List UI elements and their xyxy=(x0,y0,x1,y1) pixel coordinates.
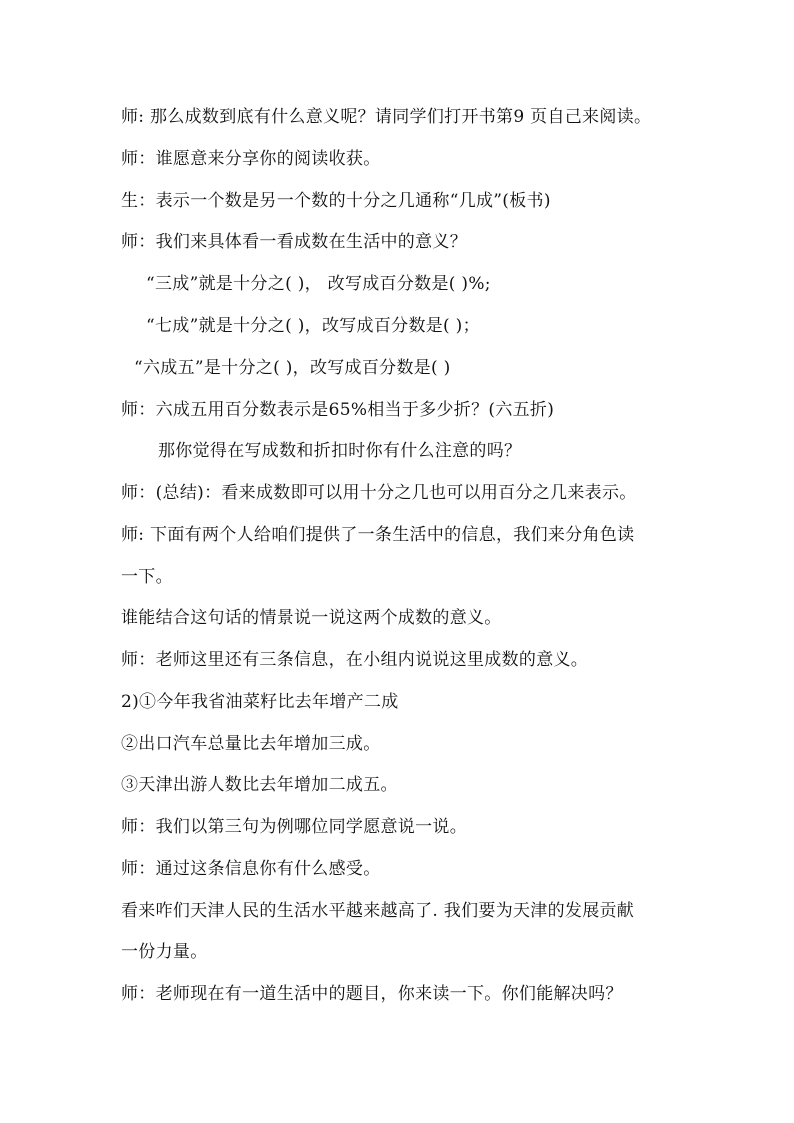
paragraph-line: 一下。 xyxy=(121,567,173,587)
paragraph-line: 师：(总结)：看来成数即可以用十分之几也可以用百分之几来表示。 xyxy=(121,483,637,503)
list-item: ③天津出游人数比去年增加二成五。 xyxy=(121,775,398,795)
paragraph-line: 师：六成五用百分数表示是65%相当于多少折？(六五折) xyxy=(121,400,555,420)
paragraph-line: 师：老师现在有一道生活中的题目，你来读一下。你们能解决吗？ xyxy=(121,984,623,1004)
paragraph-line: 生：表示一个数是另一个数的十分之几通称“几成”(板书) xyxy=(121,191,551,211)
paragraph-line: 谁能结合这句话的情景说一说这两个成数的意义。 xyxy=(121,608,502,628)
paragraph-line: 师：老师这里还有三条信息，在小组内说说这里成数的意义。 xyxy=(121,650,589,670)
list-item: 2)①今年我省油菜籽比去年增产二成 xyxy=(121,692,399,712)
fill-blank-line: “七成”就是十分之( )，改写成百分数是( )； xyxy=(146,316,480,336)
paragraph-line: 那你觉得在写成数和折扣时你有什么注意的吗？ xyxy=(158,441,522,461)
fill-blank-line: “六成五”是十分之( )，改写成百分数是( ) xyxy=(134,358,451,378)
paragraph-line: 师: 下面有两个人给咱们提供了一条生活中的信息，我们来分角色读 xyxy=(121,525,635,545)
paragraph-line: 师: 那么成数到底有什么意义呢？请同学们打开书第9 页自己来阅读。 xyxy=(121,107,652,127)
paragraph-line: 看来咋们天津人民的生活水平越来越高了. 我们要为天津的发展贡献 xyxy=(121,901,635,921)
list-item: ②出口汽车总量比去年增加三成。 xyxy=(121,734,381,754)
paragraph-line: 师：我们以第三句为例哪位同学愿意说一说。 xyxy=(121,817,467,837)
paragraph-line: 师：通过这条信息你有什么感受。 xyxy=(121,859,381,879)
paragraph-line: 师：谁愿意来分享你的阅读收获。 xyxy=(121,149,381,169)
paragraph-line: 一份力量。 xyxy=(121,942,208,962)
paragraph-line: 师：我们来具体看一看成数在生活中的意义？ xyxy=(121,232,467,252)
fill-blank-line: “三成”就是十分之( )， 改写成百分数是( )%; xyxy=(146,274,491,294)
